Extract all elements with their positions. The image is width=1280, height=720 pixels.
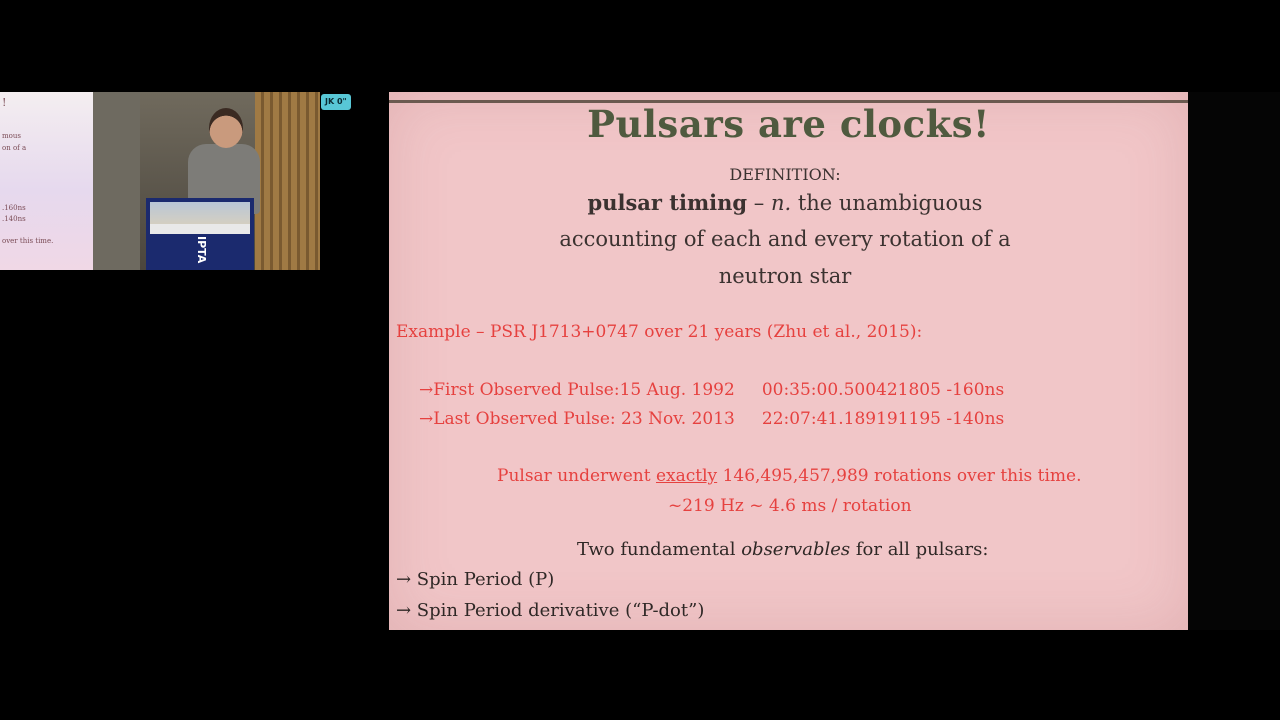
definition-term: pulsar timing	[587, 190, 748, 215]
definition-pos: n.	[770, 191, 792, 215]
bullet-spin-period-derivative: → Spin Period derivative (“P-dot”)	[396, 600, 705, 621]
rotation-suffix: 146,495,457,989 rotations over this time.	[717, 466, 1082, 486]
slide-title: Pulsars are clocks!	[587, 102, 990, 146]
definition-line-3: neutron star	[718, 264, 852, 288]
example-heading: Example – PSR J1713+0747 over 21 years (Zhu et al., 2015):	[396, 322, 923, 342]
screen-fragment: on of a	[2, 144, 27, 152]
speaker-camera-inset	[0, 92, 320, 270]
screen-fragment: .140ns	[2, 215, 26, 223]
definition-text: the unambiguous	[791, 191, 983, 215]
lectern	[146, 198, 254, 270]
definition-line-1	[389, 190, 1181, 215]
rotation-count	[497, 466, 1082, 486]
speaker-head	[209, 108, 243, 148]
definition-heading: DEFINITION:	[729, 165, 841, 184]
corner-badge: JK 0"	[321, 94, 351, 110]
observables-prefix: Two fundamental	[577, 539, 742, 560]
last-observed-pulse: →Last Observed Pulse: 23 Nov. 2013 22:07:41.189191195 -140ns	[419, 409, 1005, 429]
observables-emphasis: observables	[741, 539, 851, 560]
screen-fragment: over this time.	[2, 237, 54, 245]
screen-fragment: mous	[2, 132, 21, 140]
first-observed-pulse: →First Observed Pulse:15 Aug. 1992 00:35:00.500421805 -160ns	[419, 380, 1005, 400]
definition-line-2: accounting of each and every rotation of a	[559, 227, 1011, 251]
rotation-prefix: Pulsar underwent	[497, 466, 656, 486]
lectern-brand: IPTA	[195, 236, 208, 264]
presentation-slide	[389, 92, 1188, 630]
lectern-logos	[150, 224, 250, 234]
bullet-spin-period: → Spin Period (P)	[396, 569, 555, 590]
lectern-photo	[150, 202, 250, 224]
rotation-emphasis: exactly	[655, 466, 718, 486]
screen-fragment: .160ns	[2, 204, 26, 212]
right-dark-margin	[1188, 92, 1280, 630]
screen-fragment: !	[2, 96, 7, 109]
definition-dash: –	[747, 191, 771, 215]
observables-suffix: for all pulsars:	[850, 539, 989, 560]
projection-screen	[0, 92, 93, 270]
wood-panel	[255, 92, 320, 270]
observables-heading	[577, 539, 988, 560]
rotation-rate: ~219 Hz ~ 4.6 ms / rotation	[668, 496, 912, 516]
